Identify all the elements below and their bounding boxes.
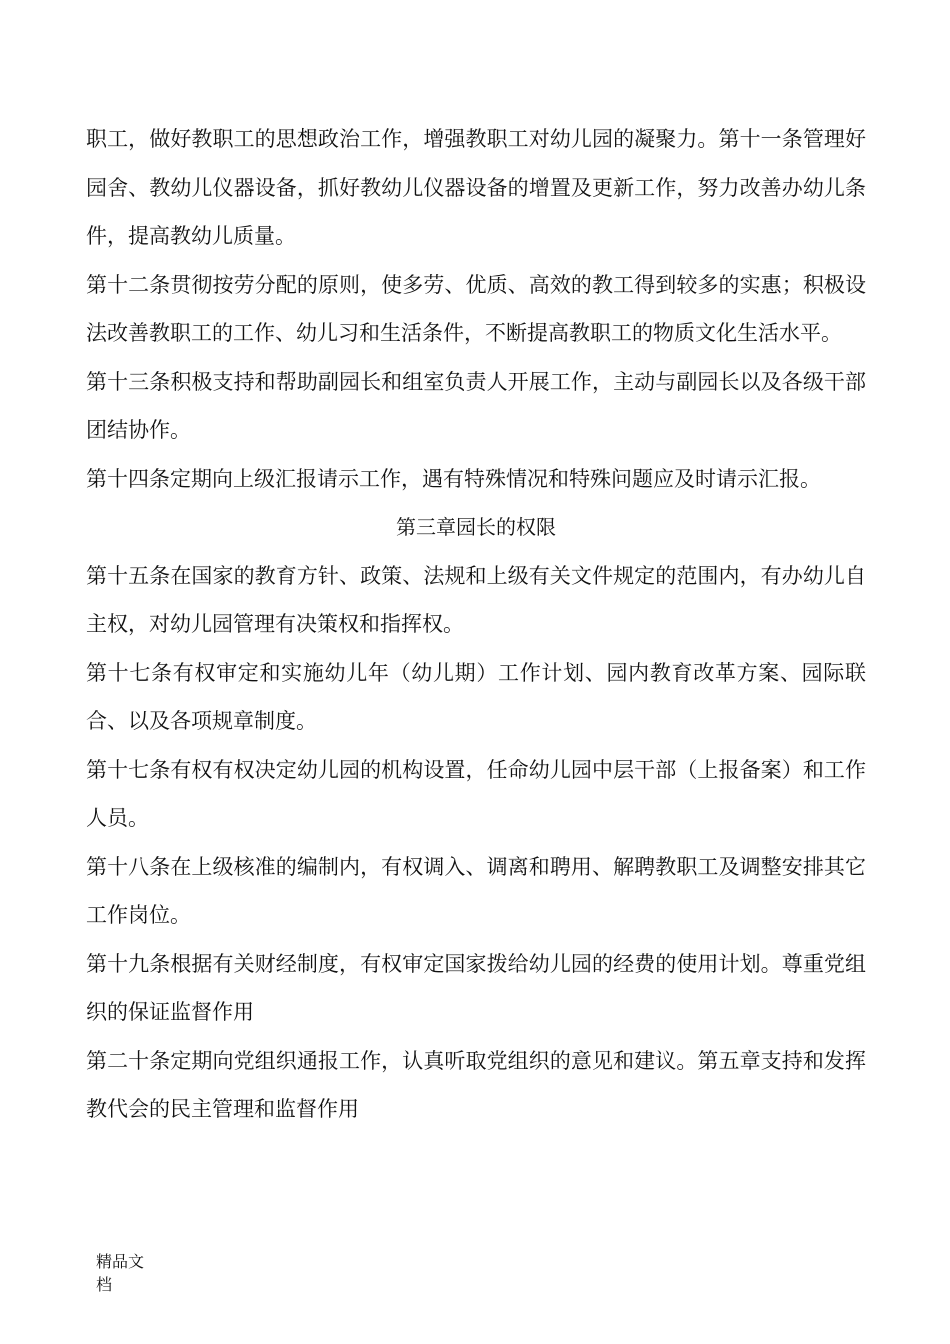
- paragraph-article-14: 第十四条定期向上级汇报请示工作，遇有特殊情况和特殊问题应及时请示汇报。: [86, 466, 821, 491]
- footer-line-1: 精品文: [96, 1252, 145, 1271]
- paragraph-article-15: 第十五条在国家的教育方针、政策、法规和上级有关文件规定的范围内，有办幼儿自主权，对幼儿园管理有决策权和指挥权。: [86, 563, 866, 636]
- paragraph-article-12: 第十二条贯彻按劳分配的原则，使多劳、优质、高效的教工得到较多的实惠；积极设法改善教职工的工作、幼儿习和生活条件，不断提高教职工的物质文化生活水平。: [86, 272, 866, 345]
- paragraph-article-17a: 第十七条有权审定和实施幼儿年（幼儿期）工作计划、园内教育改革方案、园际联合、以及各项规章制度。: [86, 660, 866, 733]
- footer-watermark: [96, 1250, 156, 1296]
- chapter-heading: 第三章园长的权限: [396, 515, 556, 539]
- paragraph-article-13: 第十三条积极支持和帮助副园长和组室负责人开展工作，主动与副园长以及各级干部团结协作。: [86, 369, 866, 442]
- paragraph-article-11: 职工，做好教职工的思想政治工作，增强教职工对幼儿园的凝聚力。第十一条管理好园舍、教幼儿仪器设备，抓好教幼儿仪器设备的增置及更新工作，努力改善办幼儿条件，提高教幼儿质量。: [86, 127, 866, 248]
- paragraph-article-17b: 第十七条有权有权决定幼儿园的机构设置，任命幼儿园中层干部（上报备案）和工作人员。: [86, 757, 866, 830]
- paragraph-article-19: 第十九条根据有关财经制度，有权审定国家拨给幼儿园的经费的使用计划。尊重党组织的保证监督作用: [86, 951, 866, 1024]
- document-body: [86, 115, 866, 1134]
- paragraph-article-20: 第二十条定期向党组织通报工作，认真听取党组织的意见和建议。第五章支持和发挥教代会的民主管理和监督作用: [86, 1048, 866, 1121]
- footer-line-2: 档: [96, 1275, 113, 1294]
- paragraph-article-18: 第十八条在上级核准的编制内，有权调入、调离和聘用、解聘教职工及调整安排其它工作岗位。: [86, 854, 866, 927]
